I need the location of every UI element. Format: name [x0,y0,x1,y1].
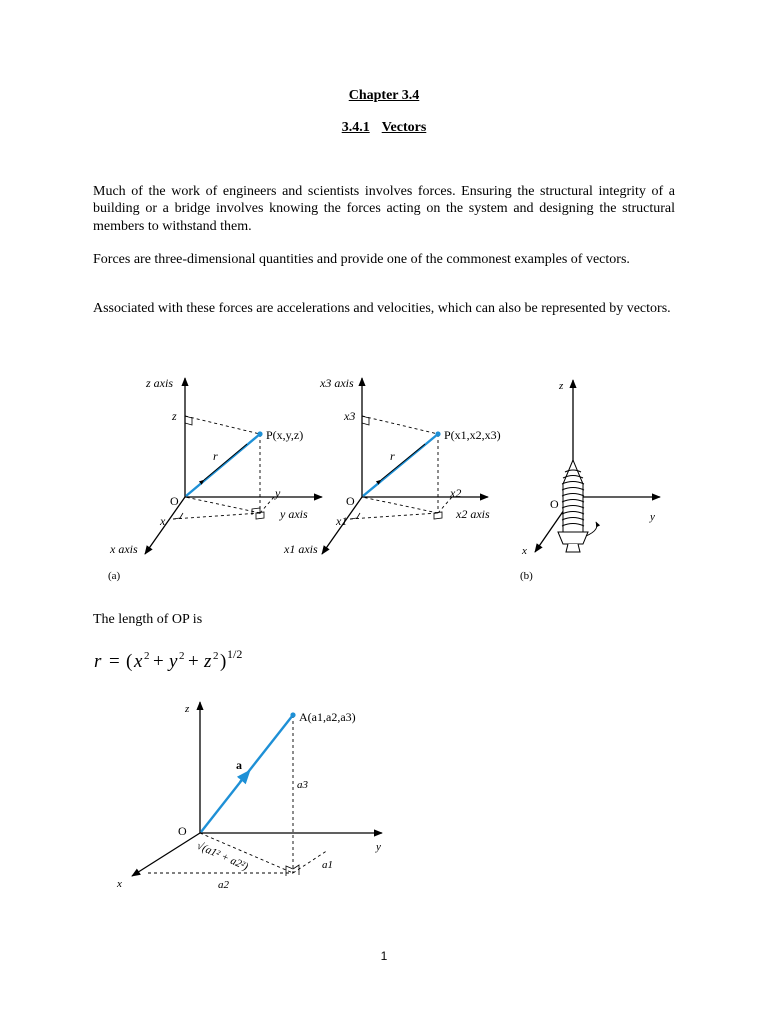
svg-text:+: + [188,651,199,672]
x-axis-label: x axis [110,542,138,556]
z-label: z [185,703,190,715]
chapter-heading: Chapter 3.4 [348,88,420,103]
x3-axis-label: x3 axis [320,376,354,390]
z-label: z [172,409,177,423]
screw-icon [558,460,588,552]
svg-text:r: r [94,651,102,672]
origin-label: O [346,494,355,508]
svg-text:y: y [169,651,178,672]
z-axis-label: z axis [146,376,173,390]
length-formula [93,646,243,676]
y-label: y [376,841,381,853]
origin-label: O [170,494,179,508]
x-label: x [117,878,122,890]
paragraph-forces-vectors: Forces are three-dimensional quantities and provide one of the commonest examples of vectors. [93,252,630,267]
x2-axis-label: x2 axis [456,507,490,521]
x1-axis-label: x1 axis [284,542,318,556]
vector-a-label: a [236,758,242,772]
svg-text:1/2: 1/2 [227,647,243,661]
svg-text:2: 2 [179,650,185,662]
svg-text:x: x [134,651,143,672]
vector-a-figure [100,690,400,905]
x2-label: x2 [450,486,462,500]
y-label: y [275,486,281,500]
section-title: Vectors [381,120,427,135]
paragraph-length-op: The length of OP is [93,612,203,627]
point-a-label: A(a1,a2,a3) [299,710,356,724]
x-label: x [160,514,166,528]
caption-b: (b) [520,570,533,582]
origin-label: O [178,824,187,838]
svg-text:2: 2 [213,650,219,662]
caption-a: (a) [108,570,121,582]
diagram-x1x2x3 [283,376,501,556]
svg-text:2: 2 [144,650,150,662]
svg-text:): ) [220,651,227,672]
x3-label: x3 [344,409,356,423]
coordinate-systems-figure [100,372,670,587]
x-label: x [522,545,527,557]
section-number: 3.4.1 [341,120,370,135]
y-axis-label: y axis [280,507,308,521]
point-p-label: P(x1,x2,x3) [444,428,501,442]
svg-text:z: z [204,651,212,672]
origin-label: O [550,497,559,511]
a3-label: a3 [297,779,308,791]
section-heading [0,120,768,136]
paragraph-accelerations: Associated with these forces are accelerations and velocities, which can also be represented by vectors. [93,301,671,316]
r-label: r [213,449,218,463]
svg-text:(: ( [126,651,133,672]
svg-text:=: = [109,651,120,672]
x1-label: x1 [336,514,348,528]
page-number: 1 [380,949,388,963]
diagram-right-hand-screw [520,380,660,582]
paragraph-forces-intro: Much of the work of engineers and scientists involves forces. Ensuring the structural integrity of a building or a bridge involves knowing the forces acting on the system and designing the structural members to withstand them. [93,184,675,234]
svg-text:+: + [153,651,164,672]
a2-label: a2 [218,879,229,891]
z-label: z [559,380,564,392]
y-label: y [650,511,655,523]
diagonal-label: √(a1² + a2²) [194,839,250,874]
point-p-label: P(x,y,z) [266,428,304,442]
a1-label: a1 [322,859,333,871]
r-label: r [390,449,395,463]
